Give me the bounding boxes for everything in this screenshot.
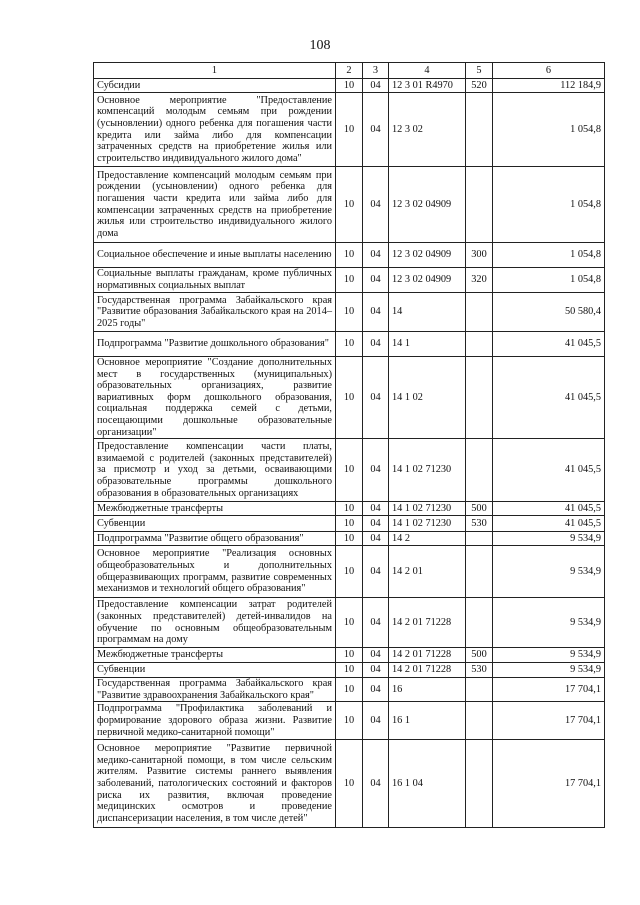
subsection-code: 04 <box>363 167 389 243</box>
item-name: Субвенции <box>94 663 336 678</box>
item-name: Подпрограмма "Развитие дошкольного образования" <box>94 332 336 357</box>
table-row <box>94 293 605 332</box>
amount: 9 534,9 <box>493 663 605 678</box>
amount: 41 045,5 <box>493 357 605 439</box>
expense-type-code: 500 <box>466 648 493 663</box>
section-code: 10 <box>336 702 363 740</box>
item-name: Социальное обеспечение и иные выплаты населению <box>94 243 336 268</box>
table-row <box>94 243 605 268</box>
amount: 1 054,8 <box>493 167 605 243</box>
amount: 9 534,9 <box>493 648 605 663</box>
column-header: 2 <box>336 63 363 79</box>
section-code: 10 <box>336 740 363 828</box>
section-code: 10 <box>336 243 363 268</box>
table-row <box>94 93 605 167</box>
subsection-code: 04 <box>363 502 389 516</box>
subsection-code: 04 <box>363 598 389 648</box>
table-row <box>94 702 605 740</box>
section-code: 10 <box>336 93 363 167</box>
section-code: 10 <box>336 598 363 648</box>
section-code: 10 <box>336 502 363 516</box>
expense-type-code <box>466 93 493 167</box>
subsection-code: 04 <box>363 516 389 532</box>
section-code: 10 <box>336 268 363 293</box>
section-code: 10 <box>336 357 363 439</box>
target-article-code: 16 1 04 <box>389 740 466 828</box>
column-header: 5 <box>466 63 493 79</box>
subsection-code: 04 <box>363 243 389 268</box>
expense-type-code <box>466 702 493 740</box>
item-name: Социальные выплаты гражданам, кроме публичных нормативных социальных выплат <box>94 268 336 293</box>
amount: 17 704,1 <box>493 740 605 828</box>
amount: 1 054,8 <box>493 93 605 167</box>
subsection-code: 04 <box>363 702 389 740</box>
expense-type-code <box>466 546 493 598</box>
section-code: 10 <box>336 167 363 243</box>
column-header: 6 <box>493 63 605 79</box>
item-name: Предоставление компенсации части платы, взимаемой с родителей (законных представителей) за присмотр и уход за детьми, осваивающими образовательные программы дошкольного образования в образовательных организациях <box>94 439 336 502</box>
table-row <box>94 532 605 546</box>
subsection-code: 04 <box>363 740 389 828</box>
expense-type-code <box>466 357 493 439</box>
expense-type-code: 300 <box>466 243 493 268</box>
table-row <box>94 357 605 439</box>
amount: 41 045,5 <box>493 502 605 516</box>
target-article-code: 16 1 <box>389 702 466 740</box>
item-name: Государственная программа Забайкальского края "Развитие образования Забайкальского края на 2014–2025 годы" <box>94 293 336 332</box>
target-article-code: 14 <box>389 293 466 332</box>
amount: 41 045,5 <box>493 332 605 357</box>
expense-type-code <box>466 740 493 828</box>
table-row <box>94 678 605 702</box>
subsection-code: 04 <box>363 332 389 357</box>
target-article-code: 14 1 <box>389 332 466 357</box>
subsection-code: 04 <box>363 439 389 502</box>
table-row <box>94 439 605 502</box>
target-article-code: 14 1 02 71230 <box>389 502 466 516</box>
table-row <box>94 546 605 598</box>
item-name: Государственная программа Забайкальского края "Развитие здравоохранения Забайкальского края" <box>94 678 336 702</box>
subsection-code: 04 <box>363 678 389 702</box>
table-row <box>94 167 605 243</box>
target-article-code: 12 3 02 04909 <box>389 268 466 293</box>
subsection-code: 04 <box>363 79 389 93</box>
budget-table <box>93 62 605 828</box>
subsection-code: 04 <box>363 93 389 167</box>
table-row <box>94 502 605 516</box>
table-header-row <box>94 63 605 79</box>
amount: 1 054,8 <box>493 268 605 293</box>
section-code: 10 <box>336 648 363 663</box>
item-name: Основное мероприятие "Развитие первичной медико-санитарной помощи, в том числе сельским жителям. Развитие системы раннего выявления заболеваний, патологических состояний и факторов риска их развития, включая проведение медицинских осмотров и проведение диспансеризации населения, в том числе детей" <box>94 740 336 828</box>
amount: 9 534,9 <box>493 532 605 546</box>
item-name: Основное мероприятие "Реализация основных общеобразовательных и дополнительных общеразвивающих программ, развитие современных механизмов и технологий общего образования" <box>94 546 336 598</box>
target-article-code: 12 3 02 04909 <box>389 243 466 268</box>
expense-type-code <box>466 439 493 502</box>
target-article-code: 12 3 02 04909 <box>389 167 466 243</box>
item-name: Субвенции <box>94 516 336 532</box>
target-article-code: 14 1 02 <box>389 357 466 439</box>
expense-type-code: 530 <box>466 516 493 532</box>
section-code: 10 <box>336 439 363 502</box>
expense-type-code: 320 <box>466 268 493 293</box>
section-code: 10 <box>336 516 363 532</box>
page-number: 108 <box>309 38 331 53</box>
table-row <box>94 740 605 828</box>
item-name: Субсидии <box>94 79 336 93</box>
item-name: Основное мероприятие "Предоставление компенсаций молодым семьям при рождении (усыновлении) одного ребенка для погашения части кредита или займа либо для компенсации затраченных средств на приобретение жилья или строительство индивидуального жилого дома" <box>94 93 336 167</box>
section-code: 10 <box>336 546 363 598</box>
section-code: 10 <box>336 79 363 93</box>
target-article-code: 12 3 02 <box>389 93 466 167</box>
target-article-code: 14 2 01 <box>389 546 466 598</box>
subsection-code: 04 <box>363 648 389 663</box>
amount: 9 534,9 <box>493 546 605 598</box>
section-code: 10 <box>336 532 363 546</box>
section-code: 10 <box>336 663 363 678</box>
amount: 1 054,8 <box>493 243 605 268</box>
table-row <box>94 598 605 648</box>
item-name: Подпрограмма "Профилактика заболеваний и формирование здорового образа жизни. Развитие первичной медико-санитарной помощи" <box>94 702 336 740</box>
item-name: Подпрограмма "Развитие общего образования" <box>94 532 336 546</box>
column-header: 1 <box>94 63 336 79</box>
section-code: 10 <box>336 332 363 357</box>
target-article-code: 14 2 01 71228 <box>389 663 466 678</box>
amount: 17 704,1 <box>493 702 605 740</box>
expense-type-code <box>466 332 493 357</box>
item-name: Межбюджетные трансферты <box>94 502 336 516</box>
table-row <box>94 663 605 678</box>
amount: 112 184,9 <box>493 79 605 93</box>
item-name: Основное мероприятие "Создание дополнительных мест в государственных (муниципальных) образовательных организациях, развитие вариативных форм дошкольного образования, социальная поддержка семей с детьми, посещающими дошкольные образовательные организации" <box>94 357 336 439</box>
table-row <box>94 79 605 93</box>
section-code: 10 <box>336 293 363 332</box>
expense-type-code <box>466 167 493 243</box>
target-article-code: 14 2 <box>389 532 466 546</box>
amount: 41 045,5 <box>493 439 605 502</box>
subsection-code: 04 <box>363 357 389 439</box>
item-name: Предоставление компенсации затрат родителей (законных представителей) детей-инвалидов на обучение по основным общеобразовательным программам на дому <box>94 598 336 648</box>
amount: 50 580,4 <box>493 293 605 332</box>
item-name: Предоставление компенсаций молодым семьям при рождении (усыновлении) одного ребенка для погашения части кредита или займа либо для компенсации затраченных средств на приобретение жилья или строительство индивидуального жилого дома <box>94 167 336 243</box>
target-article-code: 12 3 01 R4970 <box>389 79 466 93</box>
column-header: 4 <box>389 63 466 79</box>
expense-type-code <box>466 293 493 332</box>
table-row <box>94 332 605 357</box>
target-article-code: 14 2 01 71228 <box>389 648 466 663</box>
table-row <box>94 648 605 663</box>
target-article-code: 14 1 02 71230 <box>389 516 466 532</box>
expense-type-code <box>466 532 493 546</box>
table-row <box>94 516 605 532</box>
amount: 41 045,5 <box>493 516 605 532</box>
amount: 17 704,1 <box>493 678 605 702</box>
section-code: 10 <box>336 678 363 702</box>
target-article-code: 14 2 01 71228 <box>389 598 466 648</box>
subsection-code: 04 <box>363 546 389 598</box>
expense-type-code: 500 <box>466 502 493 516</box>
subsection-code: 04 <box>363 293 389 332</box>
item-name: Межбюджетные трансферты <box>94 648 336 663</box>
target-article-code: 14 1 02 71230 <box>389 439 466 502</box>
expense-type-code <box>466 678 493 702</box>
expense-type-code <box>466 598 493 648</box>
table-row <box>94 268 605 293</box>
target-article-code: 16 <box>389 678 466 702</box>
column-header: 3 <box>363 63 389 79</box>
expense-type-code: 530 <box>466 663 493 678</box>
subsection-code: 04 <box>363 663 389 678</box>
subsection-code: 04 <box>363 268 389 293</box>
amount: 9 534,9 <box>493 598 605 648</box>
subsection-code: 04 <box>363 532 389 546</box>
expense-type-code: 520 <box>466 79 493 93</box>
